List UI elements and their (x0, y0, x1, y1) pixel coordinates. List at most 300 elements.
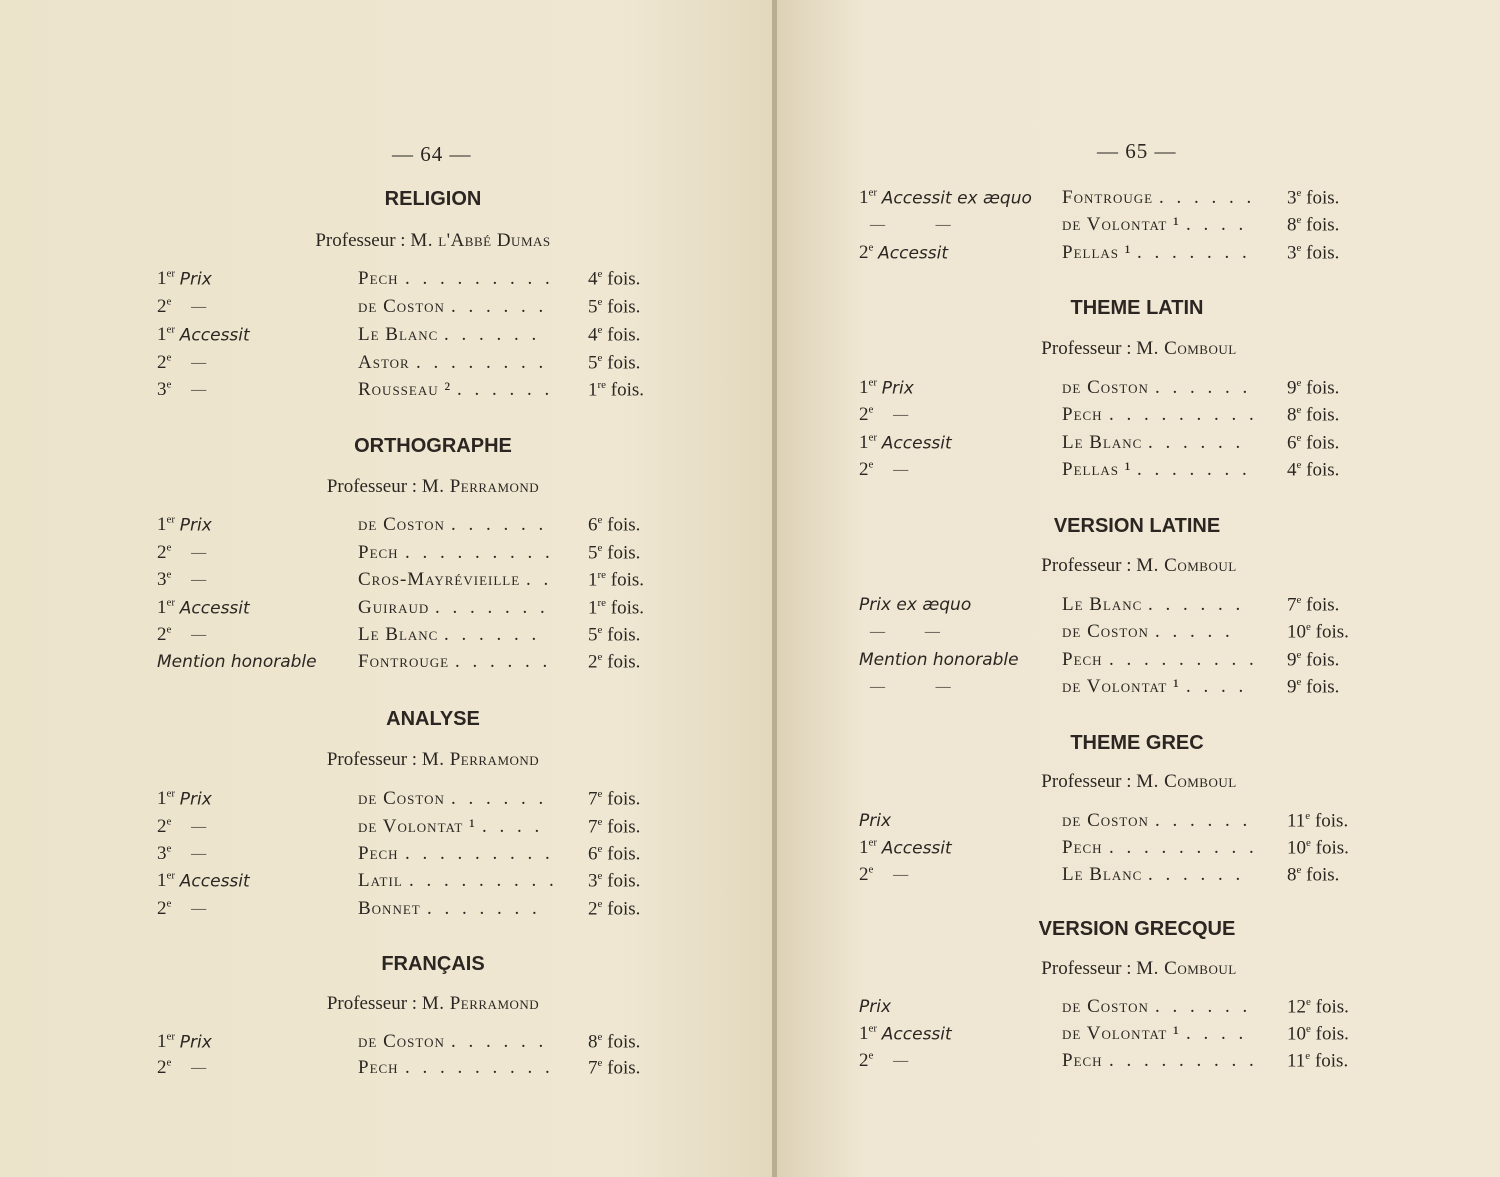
times-awarded (588, 788, 640, 810)
award-ordinal (157, 788, 175, 809)
times-suffix: e (597, 352, 603, 364)
times-awarded (588, 898, 640, 920)
leader-dots: . . . . . . (451, 514, 548, 535)
times-unit: fois. (607, 788, 641, 810)
professor-line (203, 749, 663, 771)
times-awarded (588, 843, 640, 865)
student-name: Latil (358, 870, 403, 891)
times-awarded (1287, 676, 1339, 698)
award-row (0, 352, 775, 378)
times-number: 8 (1287, 214, 1297, 236)
student-name: Le Blanc (1062, 432, 1143, 453)
ordinal-suffix: e (166, 898, 172, 910)
award-row (0, 651, 775, 677)
award-label: — (190, 817, 208, 838)
award-row (777, 377, 1500, 403)
times-unit: fois. (607, 651, 641, 673)
award-row (0, 788, 775, 814)
professor-line (203, 230, 663, 252)
ordinal-suffix: e (166, 352, 172, 364)
leader-dots: . . . . . . (451, 1031, 548, 1052)
times-unit: fois. (607, 624, 641, 646)
times-suffix: e (1296, 864, 1302, 876)
page-number: — 64 — (392, 142, 472, 166)
award-label: — (190, 297, 208, 318)
award-ordinal (157, 624, 171, 645)
times-awarded (588, 324, 640, 346)
right-page (777, 0, 1500, 1177)
student-name: de Coston (358, 788, 445, 809)
ordinal-suffix: e (868, 459, 874, 471)
student-name: Pellas ¹ (1062, 459, 1132, 480)
times-awarded (588, 569, 644, 591)
times-unit: fois. (1314, 1050, 1349, 1072)
student-name: Pech (358, 542, 399, 563)
professor-prefix: Professeur : (1041, 958, 1137, 979)
award-ordinal (157, 324, 175, 345)
student-name: de Coston (1062, 621, 1149, 642)
award-ordinal (157, 352, 171, 373)
times-unit: fois. (607, 268, 641, 290)
student-name: de Volontat ¹ (358, 816, 476, 837)
student-name: de Coston (358, 296, 445, 317)
times-suffix: e (1296, 242, 1302, 254)
award-row (777, 594, 1500, 620)
times-unit: fois. (607, 352, 641, 374)
times-unit: fois. (607, 816, 641, 838)
leader-dots: . . . . . . . . . (1109, 404, 1258, 425)
professor-name: M. Comboul (1136, 338, 1237, 359)
ordinal-suffix: er (166, 268, 176, 280)
award-rank (859, 621, 941, 643)
times-suffix: e (597, 898, 603, 910)
award-rank (157, 843, 207, 865)
leader-dots: . . . . . . . . . (405, 1057, 554, 1078)
award-row (0, 268, 775, 294)
student-name: Guiraud (358, 597, 430, 618)
ordinal-number: 2 (859, 404, 869, 426)
award-label: Prix (859, 997, 892, 1017)
award-row (777, 432, 1500, 458)
times-suffix: e (1296, 404, 1302, 416)
times-awarded (1287, 649, 1339, 671)
times-number: 5 (588, 624, 598, 646)
ordinal-suffix: er (166, 597, 176, 609)
student-name: Le Blanc (1062, 864, 1143, 885)
times-awarded (1287, 837, 1349, 859)
times-number: 3 (588, 870, 598, 892)
professor-name: M. Comboul (1136, 958, 1237, 979)
section-heading: VERSION LATINE (1053, 515, 1221, 537)
award-rank (859, 214, 952, 236)
ordinal-number: 2 (157, 542, 167, 564)
award-row (777, 649, 1500, 675)
award-row (777, 1050, 1500, 1076)
times-unit: fois. (1306, 864, 1340, 886)
student-name: Pech (1062, 404, 1103, 425)
award-label: — (190, 899, 208, 920)
leader-dots: . . . . . . . (1137, 459, 1251, 480)
student-name: Pech (1062, 649, 1103, 670)
times-unit: fois. (607, 843, 641, 865)
leader-dots: . . . . . . (1155, 810, 1252, 831)
leader-dots: . . . . . . (1148, 594, 1245, 615)
times-number: 1 (588, 379, 598, 401)
award-rank (859, 594, 971, 616)
page-number: — 65 — (1097, 139, 1177, 163)
times-number: 7 (1287, 594, 1297, 616)
times-awarded (1287, 621, 1349, 643)
student-name: Pech (358, 1057, 399, 1078)
leader-dots: . . . . . . . . . (409, 870, 558, 891)
ordinal-suffix: e (868, 404, 874, 416)
times-unit: fois. (1306, 404, 1340, 426)
times-awarded (1287, 594, 1339, 616)
award-ordinal (859, 1023, 877, 1044)
student-name: Bonnet (358, 898, 421, 919)
professor-prefix: Professeur : (326, 476, 422, 497)
times-awarded (1287, 1023, 1349, 1045)
award-rank (157, 1057, 207, 1079)
times-suffix: e (597, 651, 603, 663)
times-suffix: e (1296, 214, 1302, 226)
award-rank (157, 1031, 212, 1053)
student-name: de Volontat ¹ (1062, 214, 1180, 235)
award-ordinal (859, 837, 877, 858)
ordinal-suffix: e (868, 1050, 874, 1062)
leader-dots: . . . . . . . . . (405, 268, 554, 289)
section-heading: VERSION GRECQUE (1038, 918, 1236, 940)
award-label: — — (869, 677, 952, 697)
award-row (0, 324, 775, 350)
award-rank (859, 837, 952, 859)
times-unit: fois. (610, 597, 645, 619)
award-ordinal (859, 864, 873, 885)
times-awarded (588, 816, 640, 838)
times-number: 9 (1287, 377, 1297, 399)
award-ordinal (859, 242, 873, 263)
times-unit: fois. (1314, 810, 1349, 832)
leader-dots: . . . . . . (1148, 432, 1245, 453)
professor-name: M. Perramond (421, 993, 540, 1014)
times-suffix: e (1296, 432, 1302, 444)
award-rank (859, 187, 1032, 209)
times-unit: fois. (607, 870, 641, 892)
student-name: de Coston (1062, 810, 1149, 831)
award-ordinal (157, 597, 175, 618)
ordinal-number: 1 (859, 432, 869, 454)
professor-line (203, 476, 663, 498)
times-suffix: e (1296, 676, 1302, 688)
professor-prefix: Professeur : (1041, 771, 1137, 792)
award-label: — (190, 570, 208, 591)
times-suffix: e (1296, 377, 1302, 389)
leader-dots: . . . . . . . (435, 597, 549, 618)
times-suffix: e (1305, 1050, 1311, 1062)
award-label: Prix (179, 515, 212, 536)
times-awarded (588, 624, 640, 646)
award-label: — (190, 844, 208, 865)
leader-dots: . . . . . . (1159, 187, 1256, 208)
award-rank (157, 268, 212, 290)
award-label: Prix ex æquo (859, 595, 972, 615)
leader-dots: . . . . . . . (427, 898, 541, 919)
ordinal-suffix: e (166, 296, 172, 308)
times-unit: fois. (1306, 187, 1340, 209)
times-unit: fois. (1306, 214, 1340, 236)
leader-dots: . . . . . . . . . (405, 843, 554, 864)
section-heading: FRANÇAIS (381, 953, 485, 975)
times-number: 6 (588, 514, 598, 536)
times-awarded (588, 1031, 640, 1053)
ordinal-number: 1 (157, 324, 167, 346)
times-unit: fois. (1315, 621, 1349, 643)
times-number: 7 (588, 1057, 598, 1079)
ordinal-suffix: e (868, 864, 874, 876)
section-heading: ORTHOGRAPHE (354, 435, 512, 457)
award-label: — (892, 405, 910, 426)
times-suffix: e (597, 324, 603, 336)
award-label: — (190, 353, 208, 374)
ordinal-suffix: er (868, 377, 878, 389)
times-awarded (1287, 1050, 1348, 1072)
times-awarded (588, 379, 644, 401)
leader-dots: . . . . . . (444, 624, 541, 645)
professor-name: M. Comboul (1136, 555, 1237, 576)
leader-dots: . . . . . . (1155, 996, 1252, 1017)
award-label: — (190, 543, 208, 564)
leader-dots: . . . . . . . . . (405, 542, 554, 563)
award-rank (157, 514, 212, 536)
ordinal-suffix: er (166, 514, 176, 526)
ordinal-number: 1 (157, 1031, 167, 1053)
times-unit: fois. (610, 569, 645, 591)
ordinal-number: 1 (859, 837, 869, 859)
leader-dots: . . . . . . . (1137, 242, 1251, 263)
award-ordinal (859, 1050, 873, 1071)
times-number: 12 (1287, 996, 1306, 1018)
award-label: Accessit (179, 871, 250, 892)
award-row (0, 624, 775, 650)
times-suffix: re (597, 379, 607, 391)
times-awarded (588, 597, 644, 619)
student-name: de Coston (358, 514, 445, 535)
leader-dots: . . . . . . (1148, 864, 1245, 885)
section-heading: THEME LATIN (1070, 297, 1204, 319)
professor-prefix: Professeur : (1041, 555, 1137, 576)
times-awarded (1287, 377, 1339, 399)
leader-dots: . . . . . . (457, 379, 554, 400)
student-name: de Volontat ¹ (1062, 1023, 1180, 1044)
award-ordinal (859, 459, 873, 480)
times-number: 10 (1287, 1023, 1306, 1045)
award-label: — — (869, 622, 941, 642)
times-number: 8 (1287, 404, 1297, 426)
times-suffix: e (1306, 621, 1311, 633)
times-suffix: e (597, 1057, 603, 1069)
times-unit: fois. (610, 379, 645, 401)
professor-line (909, 555, 1369, 577)
leader-dots: . . . . . . (1155, 377, 1252, 398)
ordinal-number: 2 (157, 816, 167, 838)
award-row (777, 404, 1500, 430)
award-rank (157, 542, 207, 564)
leader-dots: . . . . . . (455, 651, 552, 672)
times-suffix: e (1306, 837, 1311, 849)
times-number: 10 (1287, 837, 1306, 859)
times-number: 7 (588, 816, 598, 838)
ordinal-suffix: er (166, 324, 176, 336)
times-number: 2 (588, 651, 598, 673)
award-row (0, 1031, 775, 1057)
award-rank (157, 816, 207, 838)
award-ordinal (157, 379, 171, 400)
ordinal-suffix: e (166, 624, 172, 636)
award-row (0, 542, 775, 568)
award-ordinal (157, 870, 175, 891)
times-unit: fois. (1306, 432, 1340, 454)
times-awarded (1287, 187, 1339, 209)
student-name: de Volontat ¹ (1062, 676, 1180, 697)
award-label: Prix (179, 1032, 212, 1053)
times-unit: fois. (607, 1031, 641, 1053)
ordinal-suffix: e (166, 1057, 172, 1069)
ordinal-suffix: er (868, 837, 878, 849)
times-suffix: e (597, 870, 603, 882)
student-name: Pech (358, 268, 399, 289)
award-ordinal (157, 514, 175, 535)
student-name: de Coston (1062, 996, 1149, 1017)
ordinal-suffix: e (166, 379, 172, 391)
times-suffix: e (597, 624, 603, 636)
leader-dots: . . (526, 569, 553, 590)
award-ordinal (157, 843, 171, 864)
award-label: — — (869, 215, 952, 235)
times-awarded (588, 1057, 640, 1079)
leader-dots: . . . . . . . . . (1109, 837, 1258, 858)
student-name: Pellas ¹ (1062, 242, 1132, 263)
ordinal-suffix: er (166, 788, 176, 800)
professor-name: M. Perramond (421, 749, 540, 770)
times-number: 11 (1287, 1050, 1306, 1072)
ordinal-number: 3 (157, 569, 167, 591)
professor-name: M. l'Abbé Dumas (410, 230, 551, 251)
section-heading: THEME GREC (1070, 732, 1204, 754)
award-rank (859, 676, 952, 698)
times-number: 10 (1287, 621, 1306, 643)
award-row (777, 864, 1500, 890)
award-label: — (892, 460, 910, 481)
times-suffix: e (597, 816, 603, 828)
award-label: Mention honorable (859, 650, 1019, 670)
times-awarded (588, 651, 640, 673)
award-ordinal (859, 187, 877, 208)
award-rank (157, 296, 207, 318)
ordinal-number: 2 (157, 898, 167, 920)
leader-dots: . . . . . . (444, 324, 541, 345)
ordinal-number: 3 (157, 843, 167, 865)
award-row (0, 569, 775, 595)
award-ordinal (859, 432, 877, 453)
times-number: 6 (1287, 432, 1297, 454)
award-label: — (190, 1058, 208, 1079)
times-awarded (1287, 214, 1339, 236)
award-row (777, 242, 1500, 268)
award-row (777, 214, 1500, 240)
award-ordinal (157, 1057, 171, 1078)
times-awarded (588, 268, 640, 290)
times-number: 8 (588, 1031, 598, 1053)
times-suffix: e (597, 542, 603, 554)
ordinal-suffix: er (166, 1031, 176, 1043)
times-unit: fois. (607, 324, 641, 346)
professor-name: M. Perramond (421, 476, 540, 497)
award-label: Accessit (881, 433, 952, 454)
award-ordinal (157, 268, 175, 289)
award-row (0, 1057, 775, 1083)
award-label: Prix (179, 789, 212, 810)
award-rank (157, 379, 207, 401)
award-row (777, 187, 1500, 213)
times-awarded (1287, 242, 1339, 264)
times-unit: fois. (1306, 649, 1340, 671)
times-number: 9 (1287, 676, 1297, 698)
award-ordinal (859, 404, 873, 425)
times-awarded (1287, 864, 1339, 886)
professor-line (203, 993, 663, 1015)
award-row (0, 597, 775, 623)
times-awarded (588, 296, 640, 318)
times-awarded (1287, 404, 1339, 426)
award-ordinal (157, 542, 171, 563)
ordinal-suffix: e (166, 843, 172, 855)
times-suffix: e (1296, 594, 1302, 606)
times-awarded (1287, 459, 1339, 481)
professor-prefix: Professeur : (315, 230, 411, 251)
award-row (0, 870, 775, 896)
award-label: Prix (859, 811, 892, 831)
ordinal-number: 1 (157, 870, 167, 892)
award-rank (157, 651, 317, 673)
award-row (0, 843, 775, 869)
times-unit: fois. (1306, 377, 1340, 399)
ordinal-suffix: e (166, 569, 172, 581)
ordinal-number: 1 (859, 187, 869, 209)
award-label: Prix (881, 378, 914, 399)
ordinal-number: 1 (859, 377, 869, 399)
times-number: 5 (588, 296, 598, 318)
times-number: 5 (588, 352, 598, 374)
award-rank (859, 864, 909, 886)
award-rank (157, 788, 212, 810)
times-unit: fois. (1315, 837, 1349, 859)
times-number: 6 (588, 843, 598, 865)
ordinal-suffix: e (166, 816, 172, 828)
award-row (777, 837, 1500, 863)
award-row (0, 296, 775, 322)
times-unit: fois. (607, 296, 641, 318)
times-number: 8 (1287, 864, 1297, 886)
ordinal-suffix: e (868, 242, 874, 254)
ordinal-suffix: er (868, 1023, 878, 1035)
award-row (777, 810, 1500, 836)
award-rank (859, 242, 948, 264)
times-suffix: e (597, 514, 603, 526)
ordinal-number: 1 (859, 1023, 869, 1045)
award-row (0, 816, 775, 842)
award-rank (157, 597, 250, 619)
award-label: Mention honorable (157, 652, 317, 672)
